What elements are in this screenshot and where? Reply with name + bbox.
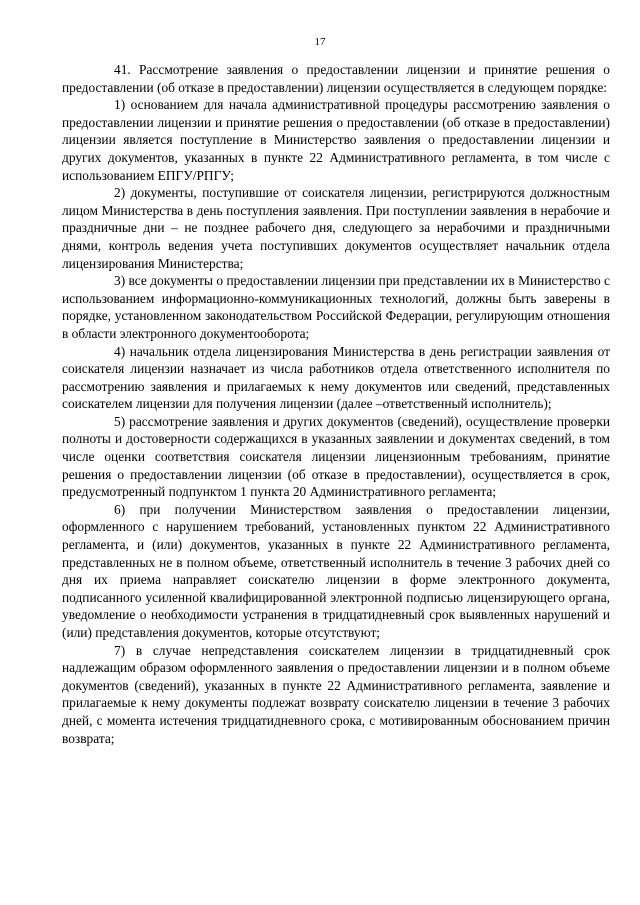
paragraph-41: 41. Рассмотрение заявления о предоставлении лицензии и принятие решения о предоставлении (об отказе в предоставлении) лицензии осуществляется в следующем порядке:: [62, 62, 610, 95]
paragraph-item-3: 3) все документы о предоставлении лицензии при представлении их в Министерство с использованием информационно-коммуникационных технологий, должны быть заверены в порядке, установленном законодательством Российской Федерации, регулирующим отношения в области электронного документооборота;: [62, 273, 610, 341]
page-number: 17: [314, 36, 326, 48]
paragraph-item-1: 1) основанием для начала административной процедуры рассмотрению заявления о предоставлении лицензии и принятие решения о предоставлении (об отказе в предоставлении) лицензии является поступление в Министерство заявления о предоставлении лицензии и других документов, указанных в пункте 22 Административного регламента, в том числе с использованием ЕПГУ/РПГУ;: [62, 97, 610, 183]
paragraph-item-5: 5) рассмотрение заявления и других документов (сведений), осуществление проверки полноты и достоверности содержащихся в указанных заявлении и документах сведений, в том числе оценки соответствия соискателя лицензии лицензионным требованиям, принятие решения о предоставлении лицензии (об отказе в предоставлении), осуществляется в срок, предусмотренный подпунктом 1 пункта 20 Административного регламента;: [62, 413, 610, 500]
paragraph-item-4: 4) начальник отдела лицензирования Министерства в день регистрации заявления от соискателя лицензии назначает из числа работников отдела ответственного исполнителя по рассмотрению заявления и прилагаемых к нему документов или сведений, представленных соискателем лицензии для получения лицензии (далее –ответственный исполнитель);: [62, 343, 610, 412]
paragraph-item-2: 2) документы, поступившие от соискателя лицензии, регистрируются должностным лицом Министерства в день поступления заявления. При поступлении заявления в нерабочие и праздничные дни – не позднее рабочего дня, следующего за нерабочими и праздничными днями, контроль ведения учета поступивших документов осуществляет начальник отдела лицензирования Министерства;: [62, 185, 610, 271]
paragraph-item-6: 6) при получении Министерством заявления о предоставлении лицензии, оформленного с нарушением требований, установленных пунктом 22 Административного регламента, и (или) документов, указанных в пункте 22 Административного регламента, представленных не в полном объеме, ответственный исполнитель в течение 3 рабочих дней со дня их приема направляет соискателю лицензии в форме электронного документа, подписанного усиленной квалифицированной электронной подписью лицензирующего органа, уведомление о необходимости устранения в тридцатидневный срок выявленных нарушений и (или) представления документов, которые отсутствуют;: [62, 501, 610, 640]
document-body: [62, 61, 610, 747]
paragraph-item-7: 7) в случае непредставления соискателем лицензии в тридцатидневный срок надлежащим образом оформленного заявления о предоставлении лицензии и в полном объеме документов (сведений), указанных в пункте 22 Административного регламента, заявление и прилагаемые к нему документы подлежат возврату соискателю лицензии в течение 3 рабочих дней, с момента истечения тридцатидневного срока, с мотивированным обоснованием причин возврата;: [62, 642, 610, 746]
